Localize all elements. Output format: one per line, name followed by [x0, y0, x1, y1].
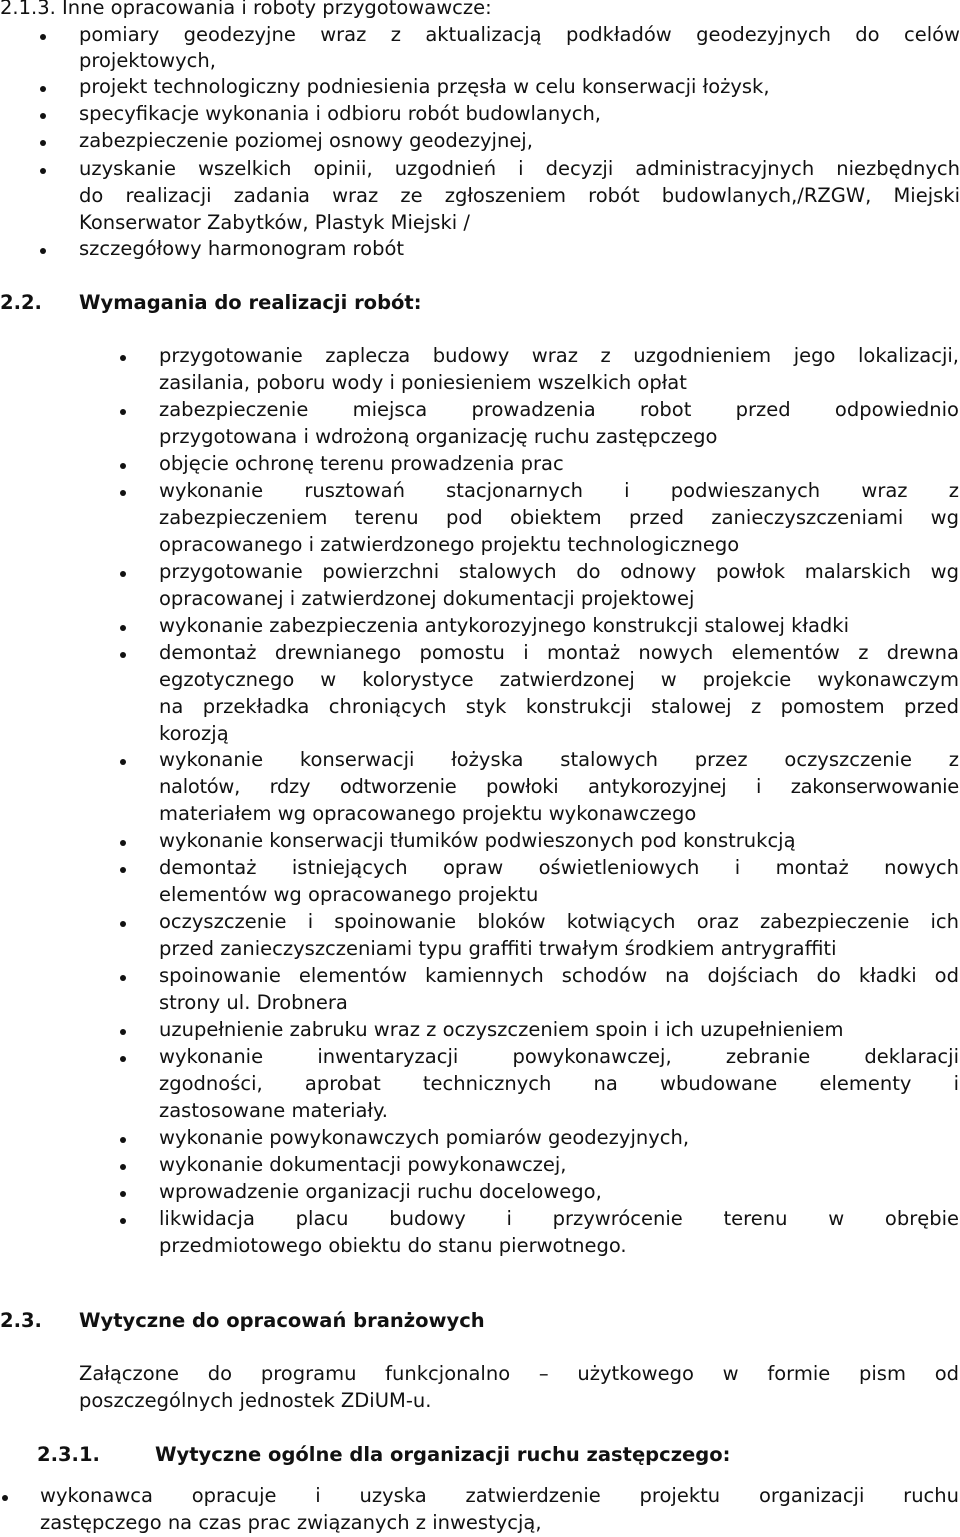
bullet	[120, 921, 126, 927]
list-item-line: korozją	[159, 722, 229, 745]
bullet	[120, 975, 126, 981]
bullet	[2, 1495, 8, 1501]
list-item-line: przedmiotowego obiektu do stanu pierwotnego.	[159, 1234, 627, 1257]
paragraph-line: poszczególnych jednostek ZDiUM-u.	[79, 1389, 432, 1412]
section-2-3-1-title: Wytyczne ogólne dla organizacji ruchu zastępczego:	[155, 1443, 731, 1466]
bullet	[40, 140, 46, 146]
list-item-line: przygotowana i wdrożoną organizację ruchu zastępczego	[159, 425, 718, 448]
list-item-line: egzotycznego w kolorystyce zatwierdzonej w projekcie wykonawczym	[159, 668, 959, 691]
bullet	[120, 1218, 126, 1224]
list-item-line: zastępczego na czas prac związanych z inwestycją,	[40, 1511, 542, 1534]
list-item-line: objęcie ochronę terenu prowadzenia prac	[159, 452, 564, 475]
list-item-line: wprowadzenie organizacji ruchu docelowego,	[159, 1180, 602, 1203]
list-item-line: wykonawca opracuje i uzyska zatwierdzenie projektu organizacji ruchu	[40, 1484, 959, 1507]
list-item-line: przygotowanie powierzchni stalowych do odnowy powłok malarskich wg	[159, 560, 959, 583]
section-2-3-1-number: 2.3.1.	[37, 1443, 100, 1466]
list-item-line: zabezpieczenie miejsca prowadzenia robot przed odpowiednio	[159, 398, 959, 421]
list-item-line: projektowych,	[79, 49, 216, 72]
list-item-line: zastosowane materiały.	[159, 1099, 388, 1122]
list-item-line: spoinowanie elementów kamiennych schodów na dojściach do kładki od	[159, 964, 959, 987]
list-item-line: Konserwator Zabytków, Plastyk Miejski /	[79, 211, 470, 234]
list-item-line: zabezpieczenie poziomej osnowy geodezyjnej,	[79, 129, 533, 152]
list-item-line: specyfikacje wykonania i odbioru robót budowlanych,	[79, 102, 601, 125]
bullet	[120, 409, 126, 415]
bullet	[120, 1164, 126, 1170]
list-item-line: wykonanie konserwacji łożyska stalowych przez oczyszczenie z	[159, 748, 959, 771]
bullet	[120, 1191, 126, 1197]
list-item-line: wykonanie dokumentacji powykonawczej,	[159, 1153, 567, 1176]
list-item-line: wykonanie konserwacji tłumików podwieszonych pod konstrukcją	[159, 829, 796, 852]
list-item-line: elementów wg opracowanego projektu	[159, 883, 539, 906]
bullet	[40, 168, 46, 174]
bullet	[120, 1029, 126, 1035]
list-item-line: oczyszczenie i spoinowanie bloków kotwiących oraz zabezpieczenie ich	[159, 910, 959, 933]
bullet	[120, 652, 126, 658]
list-item-line: na przekładka chroniących styk konstrukcji stalowej z pomostem przed	[159, 695, 959, 718]
section-2-2-title: Wymagania do realizacji robót:	[79, 291, 422, 314]
section-2-1-3-heading: 2.1.3. Inne opracowania i roboty przygotowawcze:	[0, 0, 492, 19]
list-item-line: opracowanego i zatwierdzonego projektu technologicznego	[159, 533, 740, 556]
list-item-line: zgodności, aprobat technicznych na wbudowane elementy i	[159, 1072, 959, 1095]
bullet	[40, 86, 46, 92]
section-2-2-number: 2.2.	[0, 291, 42, 314]
bullet	[120, 867, 126, 873]
list-item-line: likwidacja placu budowy i przywrócenie terenu w obrębie	[159, 1207, 959, 1230]
bullet	[120, 625, 126, 631]
list-item-line: uzyskanie wszelkich opinii, uzgodnień i decyzji administracyjnych niezbędnych	[79, 157, 960, 180]
bullet	[120, 759, 126, 765]
bullet	[40, 34, 46, 40]
list-item-line: nalotów, rdzy odtworzenie powłoki antykorozyjnej i zakonserwowanie	[159, 775, 959, 798]
section-2-3-number: 2.3.	[0, 1309, 42, 1332]
section-2-3-title: Wytyczne do opracowań branżowych	[79, 1309, 485, 1332]
list-item-line: demontaż istniejących opraw oświetleniowych i montaż nowych	[159, 856, 959, 879]
bullet	[40, 248, 46, 254]
bullet	[120, 1137, 126, 1143]
list-item-line: do realizacji zadania wraz ze zgłoszeniem robót budowlanych,/RZGW, Miejski	[79, 184, 960, 207]
bullet	[120, 490, 126, 496]
list-item-line: materiałem wg opracowanego projektu wykonawczego	[159, 802, 697, 825]
list-item-line: wykonanie zabezpieczenia antykorozyjnego konstrukcji stalowej kładki	[159, 614, 850, 637]
bullet	[120, 1056, 126, 1062]
list-item-line: zasilania, poboru wody i poniesieniem wszelkich opłat	[159, 371, 687, 394]
list-item-line: wykonanie inwentaryzacji powykonawczej, zebranie deklaracji	[159, 1045, 959, 1068]
bullet	[120, 463, 126, 469]
list-item-line: szczegółowy harmonogram robót	[79, 237, 405, 260]
list-item-line: demontaż drewnianego pomostu i montaż nowych elementów z drewna	[159, 641, 959, 664]
list-item-line: strony ul. Drobnera	[159, 991, 348, 1014]
list-item-line: uzupełnienie zabruku wraz z oczyszczeniem spoin i ich uzupełnieniem	[159, 1018, 844, 1041]
bullet	[120, 355, 126, 361]
list-item-line: wykonanie rusztowań stacjonarnych i podwieszanych wraz z	[159, 479, 959, 502]
bullet	[120, 840, 126, 846]
list-item-line: zabezpieczeniem terenu pod obiektem przed zanieczyszczeniami wg	[159, 506, 959, 529]
list-item-line: wykonanie powykonawczych pomiarów geodezyjnych,	[159, 1126, 690, 1149]
bullet	[40, 113, 46, 119]
list-item-line: projekt technologiczny podniesienia przęsła w celu konserwacji łożysk,	[79, 75, 770, 98]
paragraph-line: Załączone do programu funkcjonalno – użytkowego w formie pism od	[79, 1362, 959, 1385]
list-item-line: przed zanieczyszczeniami typu graffiti trwałym środkiem antrygraffiti	[159, 937, 837, 960]
list-item-line: przygotowanie zaplecza budowy wraz z uzgodnieniem jego lokalizacji,	[159, 344, 959, 367]
bullet	[120, 571, 126, 577]
list-item-line: pomiary geodezyjne wraz z aktualizacją podkładów geodezyjnych do celów	[79, 23, 960, 46]
list-item-line: opracowanej i zatwierdzonej dokumentacji projektowej	[159, 587, 695, 610]
